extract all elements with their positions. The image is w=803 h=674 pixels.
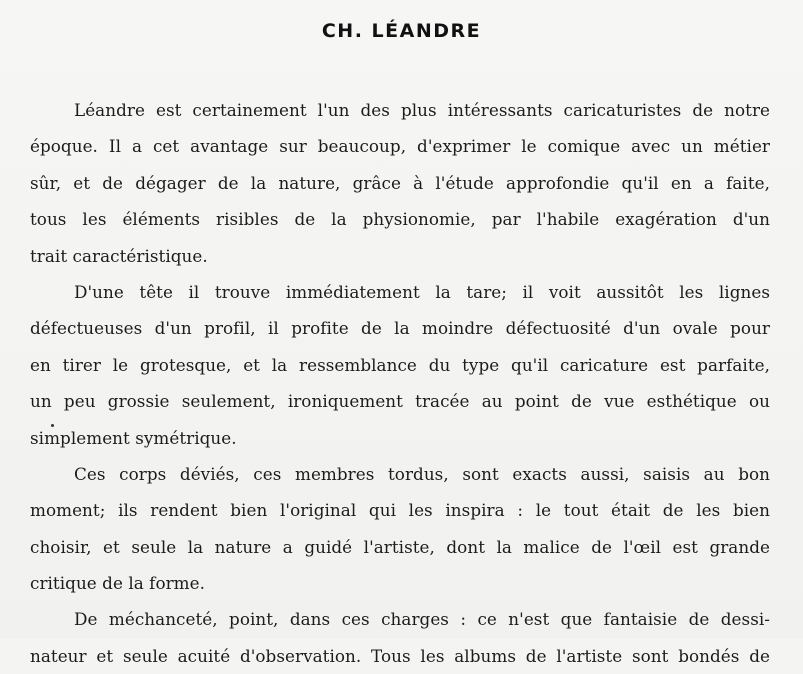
paragraph-2-line-1: D'une tête il trouve immédiatement la tare; il voit aussitôt les lignes [74,281,770,302]
paragraph-3-line-1: Ces corps déviés, ces membres tordus, sont exacts aussi, saisis au bon [74,463,770,484]
ink-speck [51,424,54,427]
paragraph-2-line-5: simplement symétrique. [30,427,237,448]
body-text [30,92,770,674]
paragraph-3-line-2: moment; ils rendent bien l'original qui les inspira : le tout était de les bien [30,500,770,521]
paragraph-4-line-1: De méchanceté, point, dans ces charges : ce n'est que fantaisie de dessi- [74,609,770,630]
paragraph-1-line-2: époque. Il a cet avantage sur beaucoup, d'exprimer le comique avec un métier [30,136,770,157]
paragraph-1-line-5: trait caractéristique. [30,245,208,266]
chapter-heading: CH. LÉANDRE [321,20,482,42]
paragraph-2-line-4: un peu grossie seulement, ironiquement tracée au point de vue esthétique ou [30,391,770,412]
paragraph-3-line-4: critique de la forme. [30,573,205,594]
paragraph-4-line-2: nateur et seule acuité d'observation. Tous les albums de l'artiste sont bondés de [30,645,770,666]
paragraph-2-line-3: en tirer le grotesque, et la ressemblance du type qu'il caricature est parfaite, [30,354,770,375]
paragraph-1-line-3: sûr, et de dégager de la nature, grâce à l'étude approfondie qu'il en a faite, [30,172,770,193]
paragraph-3-line-3: choisir, et seule la nature a guidé l'artiste, dont la malice de l'œil est grande [30,536,770,557]
paragraph-1-line-1: Léandre est certainement l'un des plus intéressants caricaturistes de notre [74,100,770,120]
paragraph-2-line-2: défectueuses d'un profil, il profite de la moindre défectuosité d'un ovale pour [30,318,770,339]
paragraph-1-line-4: tous les éléments risibles de la physionomie, par l'habile exagération d'un [30,209,770,230]
